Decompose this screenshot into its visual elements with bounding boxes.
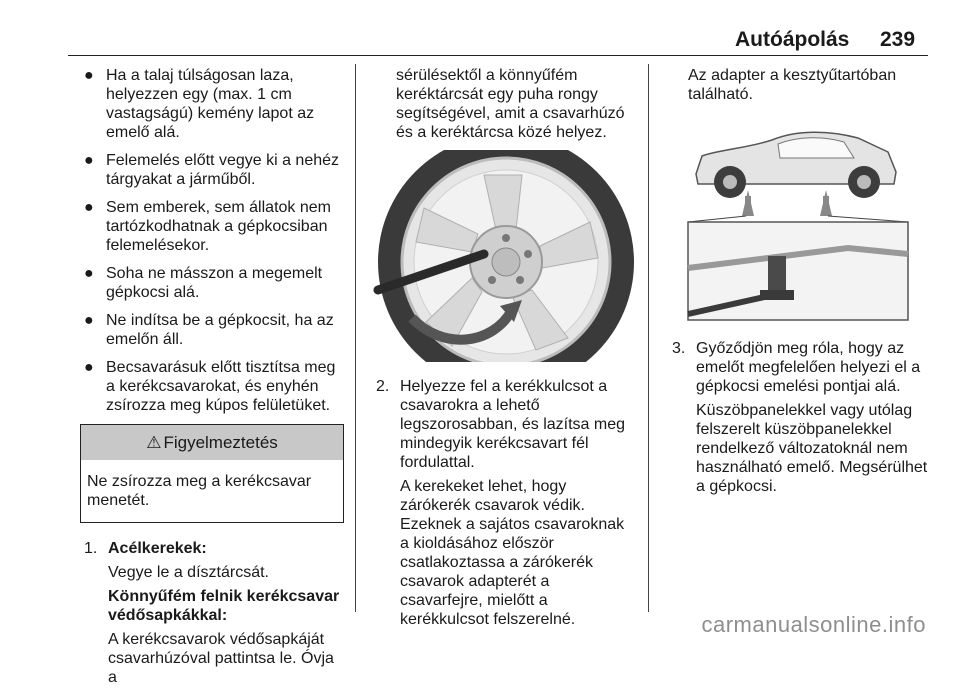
step-subheading: Könnyűfém felnik kerékcsavar védősapkákkal: (108, 588, 340, 624)
page-number: 239 (880, 28, 916, 51)
bullet-icon: ● (84, 199, 94, 216)
step-3 (668, 339, 930, 496)
jack-position-illustration (668, 118, 930, 329)
warning-text: Ne zsírozza meg a kerékcsavar menetét. (87, 473, 312, 509)
step-heading: Acélkerekek: (108, 540, 207, 557)
bullet-icon: ● (84, 152, 94, 169)
header-rule (68, 55, 928, 56)
list-item: ● Ne indítsa be a gépkocsit, ha az emelőn áll. (84, 312, 334, 348)
column-1 (80, 66, 342, 692)
continued-text: sérülésektől a könnyűfém keréktárcsát egy puha rongy segítségével, amit a csavarhúzó és a keréktárcsa közé helyez. (396, 67, 625, 141)
column-2 (372, 66, 634, 634)
list-item: ● Soha ne másszon a megemelt gépkocsi alá. (84, 265, 323, 301)
warning-title: Figyelmeztetés (163, 433, 278, 452)
list-item: ● Ha a talaj túlságosan laza, helyezzen egy (max. 1 cm vastagságú) kemény lapot az emelő alá. (84, 67, 315, 141)
list-item: ● Sem emberek, sem állatok nem tartózkodhatnak a gépkocsiban felemelésekor. (84, 199, 331, 254)
precaution-list (80, 66, 342, 415)
step-text: Győződjön meg róla, hogy az emelőt megfelelően helyezi el a gépkocsi emelési pontjai alá. (696, 340, 921, 395)
column-divider-1 (355, 64, 356, 612)
warning-header (81, 425, 343, 460)
step-number: 1. (84, 540, 98, 557)
bullet-icon: ● (84, 312, 94, 329)
alloy-wheel-image (372, 150, 634, 362)
step-text: Vegye le a dísztárcsát. (108, 564, 269, 581)
wheel-wrench-illustration (372, 150, 634, 367)
bullet-icon: ● (84, 265, 94, 282)
step-text: Helyezze fel a kerékkulcsot a csavarokra a lehető legszorosabban, és lazítsa meg mindegyik kerékcsavart fél fordulattal. (400, 378, 626, 471)
car-jack-image (668, 118, 930, 324)
page-title: Autóápolás (735, 28, 850, 51)
bullet-icon: ● (84, 359, 94, 376)
continued-text: Az adapter a kesztyűtartóban található. (688, 67, 897, 103)
step-text: Küszöbpanelekkel vagy utólag felszerelt küszöbpanelekkel rendelkező változatoknál nem használható emelő. Megsérülhet a gépkocsi. (696, 402, 928, 495)
column-divider-2 (648, 64, 649, 612)
step-text: A kerékcsavarok védősapkáját csavarhúzóval pattintsa le. Óvja a (108, 631, 334, 686)
list-item: ● Becsavarásuk előtt tisztítsa meg a kerékcsavarokat, és enyhén zsírozza meg kúpos felületüket. (84, 359, 336, 414)
step-number: 2. (376, 378, 390, 395)
step-number: 3. (672, 340, 686, 357)
list-item: ● Felemelés előtt vegye ki a nehéz tárgyakat a járműből. (84, 152, 340, 188)
step-2 (372, 377, 634, 629)
page-header (0, 0, 960, 58)
step-1 (80, 539, 342, 687)
bullet-icon: ● (84, 67, 94, 84)
warning-box (80, 424, 344, 523)
warning-triangle-icon: ⚠ (146, 433, 162, 452)
step-text: A kerekeket lehet, hogy zárókerék csavarok védik. Ezeknek a sajátos csavaroknak a kioldásához először csatlakoztassa a zárókerék csavarok adapterét a csavarfejre, mielőtt a kerékkulcsot felszerelné. (400, 478, 625, 628)
column-3 (668, 66, 930, 501)
watermark: carmanualsonline.info (701, 612, 926, 637)
